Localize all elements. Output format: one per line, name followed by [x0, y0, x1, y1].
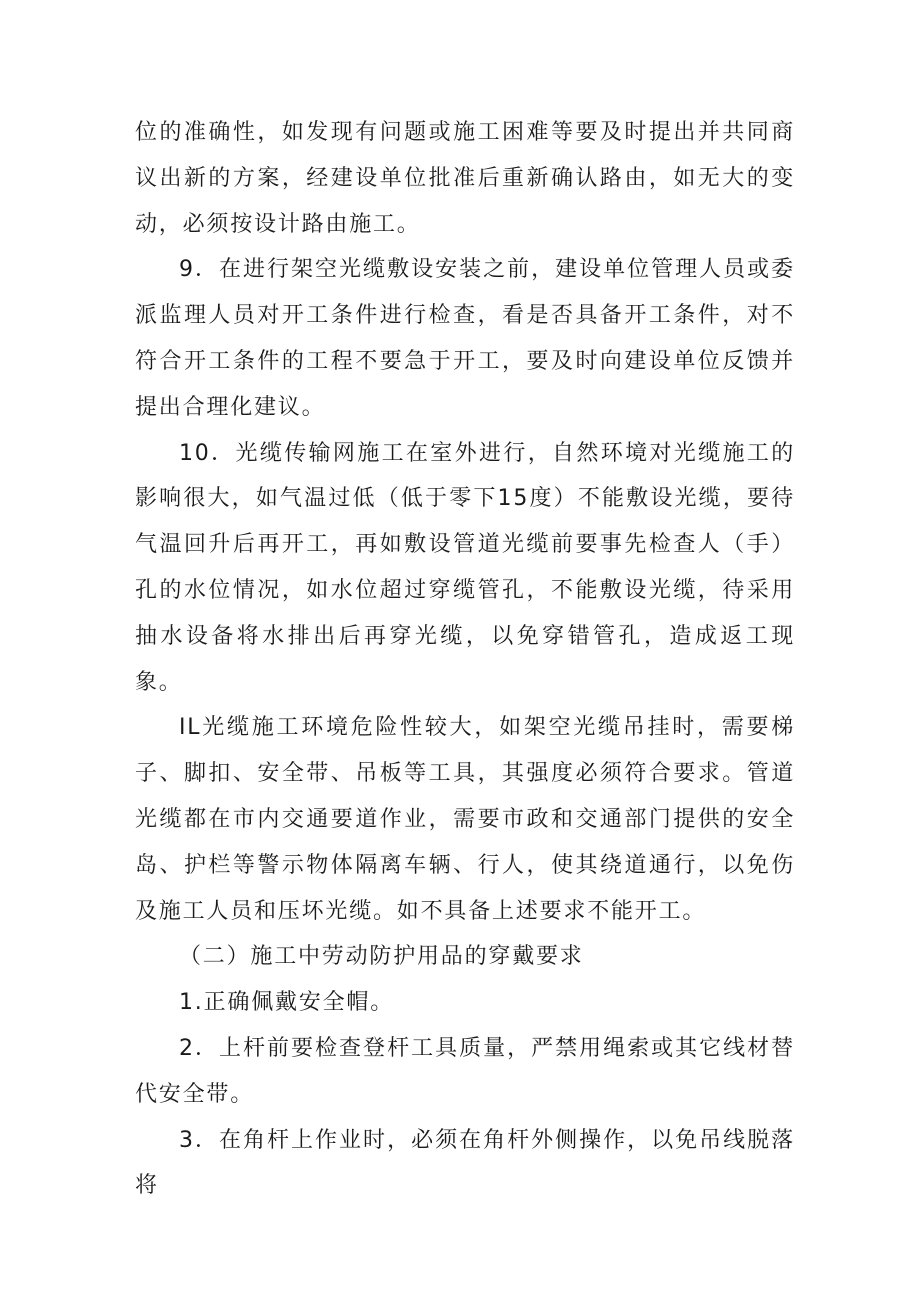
- paragraph-item-11: IL光缆施工环境危险性较大，如架空光缆吊挂时，需要梯子、脚扣、安全带、吊板等工具，其强度必须符合要求。管道光缆都在市内交通要道作业，需要市政和交通部门提供的安全岛、护栏等警示物体隔离车辆、行人，使其绕道通行，以免伤及施工人员和压坏光缆。如不具备上述要求不能开工。: [135, 715, 795, 924]
- list-item-1: 1.正确佩戴安全帽。: [179, 990, 394, 1016]
- section-heading: （二）施工中劳动防护用品的穿戴要求: [179, 944, 584, 970]
- paragraph-continuation: 位的准确性，如发现有问题或施工困难等要及时提出并共同商议出新的方案，经建设单位批准后重新确认路由，如无大的变动，必须按设计路由施工。: [135, 120, 795, 237]
- paragraph-item-9: 9．在进行架空光缆敷设安装之前，建设单位管理人员或委派监理人员对开工条件进行检查，看是否具备开工条件，对不符合开工条件的工程不要急于开工，要及时向建设单位反馈并提出合理化建议。: [135, 257, 795, 420]
- paragraph-item-10: 10．光缆传输网施工在室外进行，自然环境对光缆施工的影响很大，如气温过低（低于零下15度）不能敷设光缆，要待气温回升后再开工，再如敷设管道光缆前要事先检查人（手）孔的水位情况，如水位超过穿缆管孔，不能敷设光缆，待采用抽水设备将水排出后再穿光缆，以免穿错管孔，造成返工现象。: [135, 440, 795, 695]
- list-item-2: 2．上杆前要检查登杆工具质量，严禁用绳索或其它线材替代安全带。: [135, 1035, 795, 1107]
- document-body: [135, 110, 795, 1209]
- list-item-3: 3．在角杆上作业时，必须在角杆外侧操作，以免吊线脱落将: [135, 1127, 795, 1199]
